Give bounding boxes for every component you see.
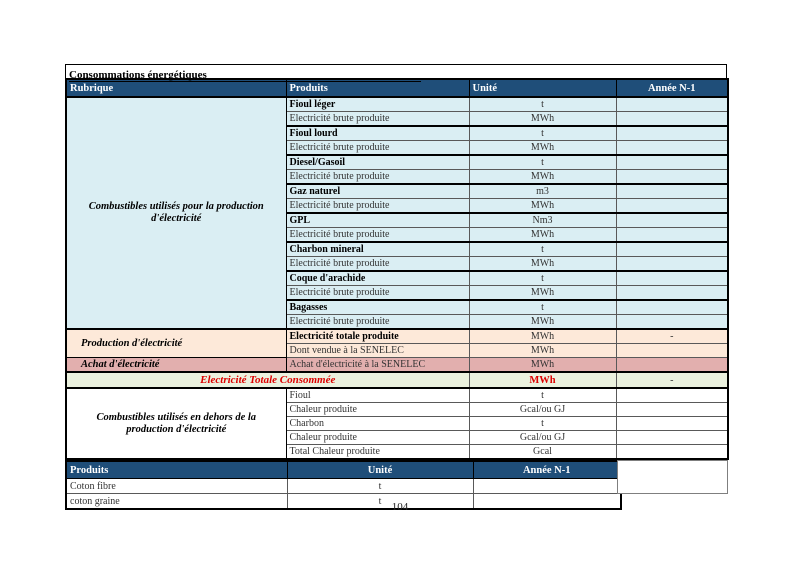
annee-cell xyxy=(616,155,728,170)
annee-cell xyxy=(616,271,728,286)
annee-cell xyxy=(616,242,728,257)
produit-cell: Total Chaleur produite xyxy=(286,445,469,460)
total-consumed-row xyxy=(66,372,728,388)
unite-cell: MWh xyxy=(469,315,616,330)
main-energy-table xyxy=(65,78,729,460)
produit-cell: Coton fibre xyxy=(66,479,287,494)
unite-cell: t xyxy=(469,242,616,257)
unite-cell: Gcal/ou GJ xyxy=(469,431,616,445)
unite-cell: MWh xyxy=(469,329,616,344)
produit-cell: Gaz naturel xyxy=(286,184,469,199)
annee-cell xyxy=(616,141,728,156)
table-row xyxy=(66,329,728,344)
produit-cell: Electricité brute produite xyxy=(286,170,469,185)
unite-cell: MWh xyxy=(469,228,616,243)
rubrique-cell: Combustibles utilisés pour la production d'électricité xyxy=(66,97,286,329)
annee-cell xyxy=(616,170,728,185)
merged-empty-cell xyxy=(617,460,728,494)
bottom-header-produits: Produits xyxy=(66,461,287,479)
produit-cell: Electricité totale produite xyxy=(286,329,469,344)
annee-cell xyxy=(616,300,728,315)
unite-cell: t xyxy=(469,271,616,286)
unite-cell: t xyxy=(469,97,616,112)
bottom-header-annee: Année N-1 xyxy=(473,461,621,479)
annee-cell xyxy=(616,97,728,112)
unite-cell: t xyxy=(469,388,616,403)
annee-cell xyxy=(616,431,728,445)
produit-cell: Fioul lourd xyxy=(286,126,469,141)
unite-cell: MWh xyxy=(469,286,616,301)
unite-cell: Gcal/ou GJ xyxy=(469,403,616,417)
unite-cell: MWh xyxy=(469,344,616,358)
produit-cell: Achat d'électricité à la SENELEC xyxy=(286,358,469,373)
bottom-header-unite: Unité xyxy=(287,461,473,479)
annee-cell xyxy=(616,315,728,330)
produit-cell: Electricité brute produite xyxy=(286,286,469,301)
unite-cell: MWh xyxy=(469,257,616,272)
produit-cell: Fioul léger xyxy=(286,97,469,112)
unite-cell: t xyxy=(469,155,616,170)
rubrique-cell: Combustibles utilisés en dehors de la production d'électricité xyxy=(66,388,286,459)
unite-cell: t xyxy=(469,417,616,431)
produit-cell: coton graine xyxy=(66,494,287,510)
unite-cell: m3 xyxy=(469,184,616,199)
table-row xyxy=(66,358,728,373)
header-produits: Produits xyxy=(286,79,469,97)
table-title-row xyxy=(65,64,727,81)
produit-cell: Electricité brute produite xyxy=(286,257,469,272)
produit-cell: GPL xyxy=(286,213,469,228)
annee-cell xyxy=(616,112,728,127)
produit-cell: Bagasses xyxy=(286,300,469,315)
table-title: Consommations énergétiques xyxy=(69,69,421,82)
header-rubrique: Rubrique xyxy=(66,79,286,97)
header-unite: Unité xyxy=(469,79,616,97)
rubrique-cell: Achat d'électricité xyxy=(66,358,286,373)
annee-cell xyxy=(616,388,728,403)
annee-cell xyxy=(616,403,728,417)
annee-cell xyxy=(616,213,728,228)
produit-cell: Electricité brute produite xyxy=(286,112,469,127)
total-annee-cell: - xyxy=(616,372,728,388)
annee-cell xyxy=(616,358,728,373)
annee-cell xyxy=(616,199,728,214)
produit-cell: Diesel/Gasoil xyxy=(286,155,469,170)
produit-cell: Fioul xyxy=(286,388,469,403)
table-row xyxy=(66,479,621,494)
rubrique-cell: Production d'électricité xyxy=(66,329,286,358)
unite-cell: MWh xyxy=(469,170,616,185)
unite-cell: MWh xyxy=(469,358,616,373)
unite-cell: t xyxy=(287,494,473,510)
unite-cell: MWh xyxy=(469,199,616,214)
produit-cell: Electricité brute produite xyxy=(286,141,469,156)
annee-cell xyxy=(616,184,728,199)
annee-cell xyxy=(616,228,728,243)
produit-cell: Charbon xyxy=(286,417,469,431)
bottom-header-row xyxy=(66,461,621,479)
header-annee: Année N-1 xyxy=(616,79,728,97)
produit-cell: Electricité brute produite xyxy=(286,228,469,243)
unite-cell: t xyxy=(287,479,473,494)
annee-cell xyxy=(616,445,728,460)
table-row xyxy=(66,388,728,403)
annee-cell xyxy=(616,344,728,358)
annee-cell xyxy=(616,126,728,141)
unite-cell: t xyxy=(469,126,616,141)
unite-cell: t xyxy=(469,300,616,315)
produit-cell: Electricité brute produite xyxy=(286,315,469,330)
annee-cell xyxy=(616,257,728,272)
produit-cell: Chaleur produite xyxy=(286,403,469,417)
produit-cell: Coque d'arachide xyxy=(286,271,469,286)
table-row xyxy=(66,97,728,112)
produit-cell: Dont vendue à la SENELEC xyxy=(286,344,469,358)
unite-cell: Gcal xyxy=(469,445,616,460)
annee-cell xyxy=(616,286,728,301)
produit-cell: Charbon mineral xyxy=(286,242,469,257)
total-label-cell: Electricité Totale Consommée xyxy=(66,372,469,388)
produit-cell: Chaleur produite xyxy=(286,431,469,445)
annee-cell: - xyxy=(616,329,728,344)
produit-cell: Electricité brute produite xyxy=(286,199,469,214)
annee-cell xyxy=(616,417,728,431)
total-unite-cell: MWh xyxy=(469,372,616,388)
annee-cell xyxy=(473,479,621,494)
unite-cell: MWh xyxy=(469,141,616,156)
energy-table-sheet xyxy=(65,64,727,510)
page-number: 104 xyxy=(391,501,409,513)
unite-cell: Nm3 xyxy=(469,213,616,228)
unite-cell: MWh xyxy=(469,112,616,127)
